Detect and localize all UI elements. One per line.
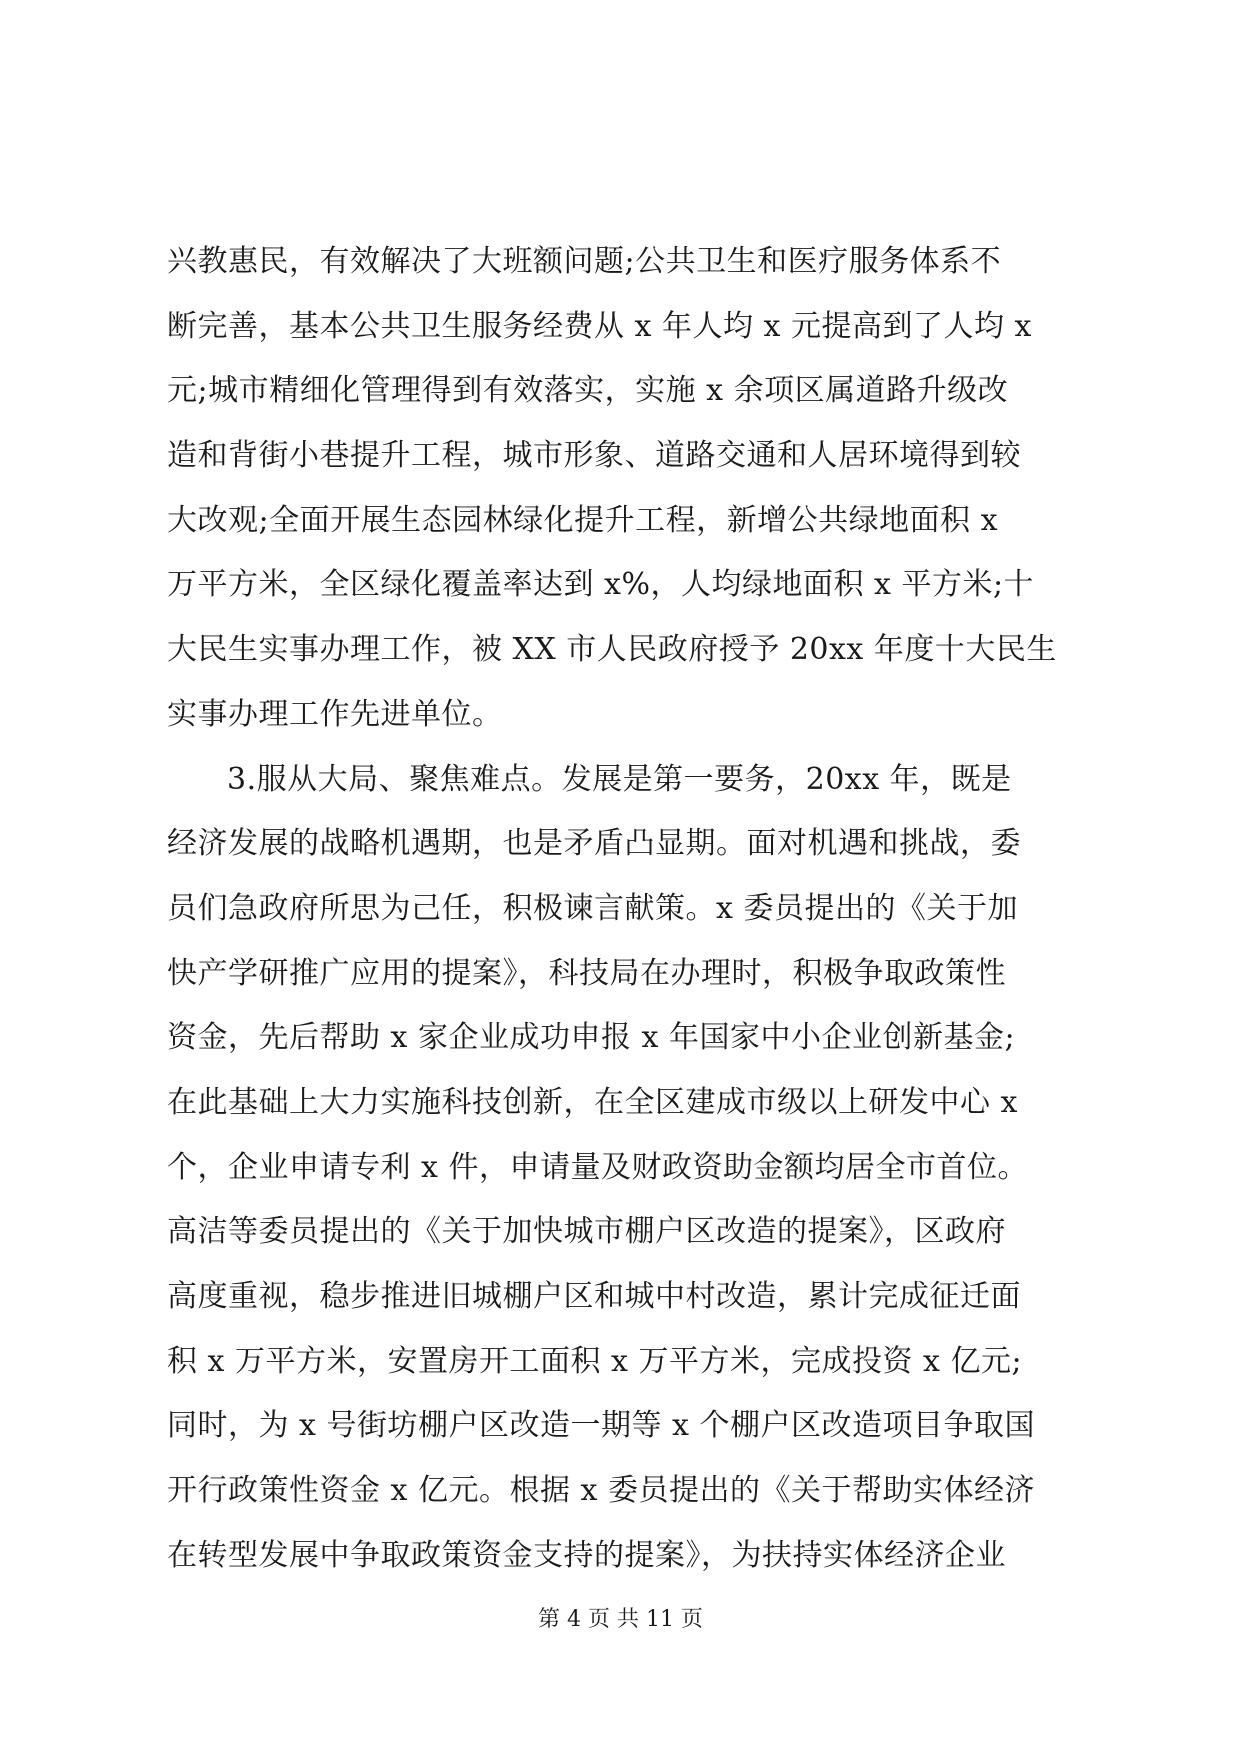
- text-line: 元;城市精细化管理得到有效落实，实施 x 余项区属道路升级改: [167, 373, 1009, 409]
- text-line: 万平方米，全区绿化覆盖率达到 x%，人均绿地面积 x 平方米;十: [167, 567, 1035, 603]
- text-line: 断完善，基本公共卫生服务经费从 x 年人均 x 元提高到了人均 x: [167, 308, 1032, 344]
- text-line: 大民生实事办理工作，被 XX 市人民政府授予 20xx 年度十大民生: [167, 632, 1057, 668]
- text-line: 大改观;全面开展生态园林绿化提升工程，新增公共绿地面积 x: [167, 502, 999, 538]
- text-line: 资金，先后帮助 x 家企业成功申报 x 年国家中小企业创新基金;: [167, 1020, 1016, 1056]
- text-line: 在此基础上大力实施科技创新，在全区建成市级以上研发中心 x: [167, 1084, 1018, 1120]
- page-footer: [0, 1605, 1241, 1635]
- text-line: 高洁等委员提出的《关于加快城市棚户区改造的提案》，区政府: [167, 1214, 1006, 1250]
- text-line: 快产学研推广应用的提案》，科技局在办理时，积极争取政策性: [167, 955, 1006, 991]
- text-line: 经济发展的战略机遇期，也是矛盾凸显期。面对机遇和挑战，委: [167, 826, 1021, 862]
- text-line: 个，企业申请专利 x 件，申请量及财政资助金额均居全市首位。: [167, 1149, 1028, 1185]
- text-line: 同时，为 x 号街坊棚户区改造一期等 x 个棚户区改造项目争取国: [167, 1408, 1035, 1444]
- text-line: 开行政策性资金 x 亿元。根据 x 委员提出的《关于帮助实体经济: [167, 1473, 1035, 1509]
- text-line: 在转型发展中争取政策资金支持的提案》，为扶持实体经济企业: [167, 1537, 1006, 1573]
- paragraph-heading-line: 3.服从大局、聚焦难点。发展是第一要务，20xx 年，既是: [227, 761, 1012, 797]
- text-line: 高度重视，稳步推进旧城棚户区和城中村改造，累计完成征迁面: [167, 1279, 1021, 1314]
- text-line: 积 x 万平方米，安置房开工面积 x 万平方米，完成投资 x 亿元;: [167, 1343, 1023, 1379]
- text-line: 造和背街小巷提升工程，城市形象、道路交通和人居环境得到较: [167, 438, 1021, 474]
- text-line: 实事办理工作先进单位。: [167, 696, 503, 732]
- text-line: 员们急政府所思为己任，积极谏言献策。x 委员提出的《关于加: [167, 890, 1018, 926]
- text-line: 兴教惠民，有效解决了大班额问题;公共卫生和医疗服务体系不: [167, 244, 1002, 279]
- page-number-label: 第 4 页 共 11 页: [538, 1607, 703, 1632]
- body-text: [167, 230, 1087, 1588]
